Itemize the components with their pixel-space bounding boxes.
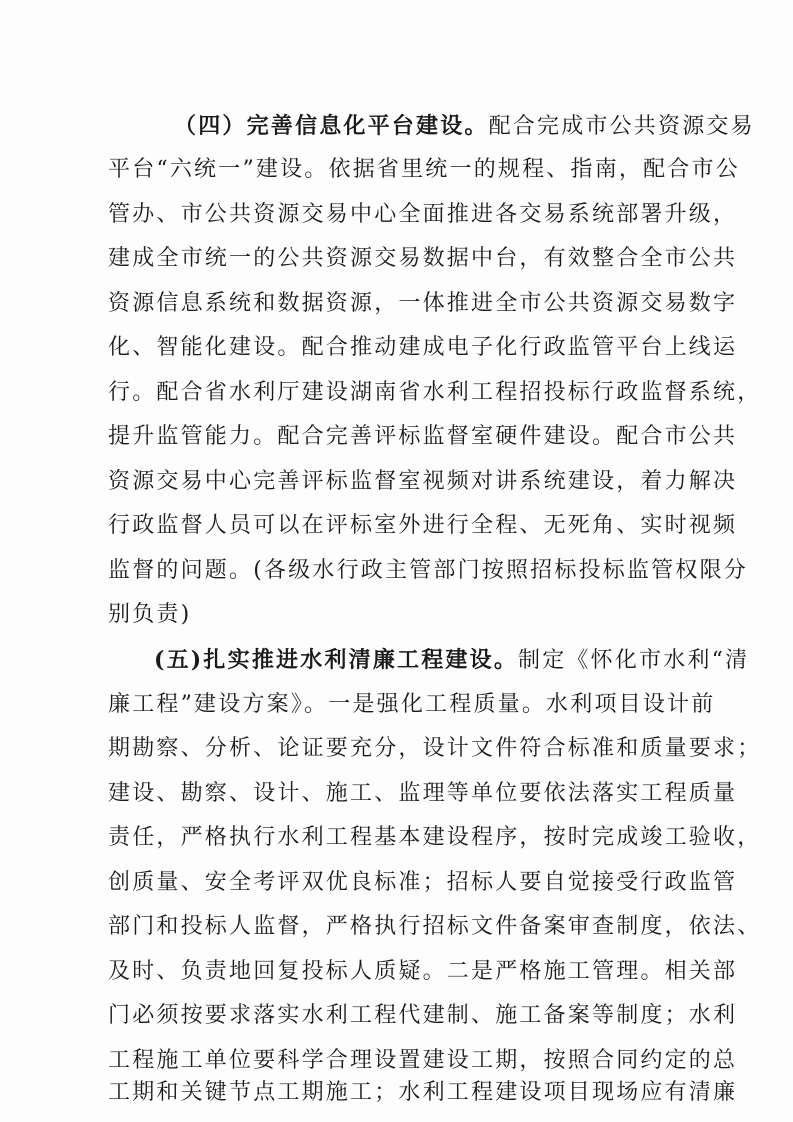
paragraph-line: [174, 104, 755, 148]
paragraph-line: 部门和投标人监督，严格执行招标文件备案审查制度，依法、: [108, 914, 762, 939]
paragraph-line: 期勘察、分析、论证要充分，设计文件符合标准和质量要求；: [108, 736, 762, 761]
paragraph-line: 化、智能化建设。配合推动建成电子化行政监管平台上线运: [108, 335, 738, 360]
paragraph-line: 工程施工单位要科学合理设置建设工期，按照合同约定的总: [108, 1048, 738, 1073]
paragraph-line: 资源信息系统和数据资源，一体推进全市公共资源交易数字: [108, 291, 738, 316]
paragraph-line: 提升监管能力。配合完善评标监督室硬件建设。配合市公共: [108, 424, 738, 449]
paragraph-line: 门必须按要求落实水利工程代建制、施工备案等制度；水利: [108, 1003, 738, 1028]
paragraph-line: 资源交易中心完善评标监督室视频对讲系统建设，着力解决: [108, 469, 738, 494]
paragraph-line: 管办、市公共资源交易中心全面推进各交易系统部署升级，: [108, 202, 738, 227]
paragraph-text: 制定《怀化市水利“清: [518, 648, 750, 673]
paragraph-text: 配合完成市公共资源交易: [488, 114, 755, 139]
paragraph-line: 廉工程”建设方案》。一是强化工程质量。水利项目设计前: [108, 692, 716, 717]
paragraph-line: 建成全市统一的公共资源交易数据中台，有效整合全市公共: [108, 246, 738, 271]
paragraph-line: 责任，严格执行水利工程基本建设程序，按时完成竣工验收，: [108, 825, 762, 850]
paragraph-line: 工期和关键节点工期施工；水利工程建设项目现场应有清廉: [108, 1080, 738, 1105]
paragraph-line: 及时、负责地回复投标人质疑。二是严格施工管理。相关部: [108, 959, 738, 984]
paragraph-line: [154, 638, 750, 682]
paragraph-line: 行。配合省水利厅建设湖南省水利工程招投标行政监督系统，: [108, 380, 762, 405]
section-heading: (五)扎实推进水利清廉工程建设。: [154, 647, 519, 673]
paragraph-line: 平台“六统一”建设。依据省里统一的规程、指南，配合市公: [108, 157, 740, 182]
section-heading: （四）完善信息化平台建设。: [174, 113, 489, 139]
paragraph-line: 监督的问题。(各级水行政主管部门按照招标投标监管权限分: [108, 558, 748, 583]
paragraph-line: 创质量、安全考评双优良标准；招标人要自觉接受行政监管: [108, 870, 738, 895]
paragraph-line: 行政监督人员可以在评标室外进行全程、无死角、实时视频: [108, 513, 738, 538]
paragraph-line: 建设、勘察、设计、施工、监理等单位要依法落实工程质量: [108, 781, 738, 806]
paragraph-line: 别负责): [108, 602, 192, 627]
